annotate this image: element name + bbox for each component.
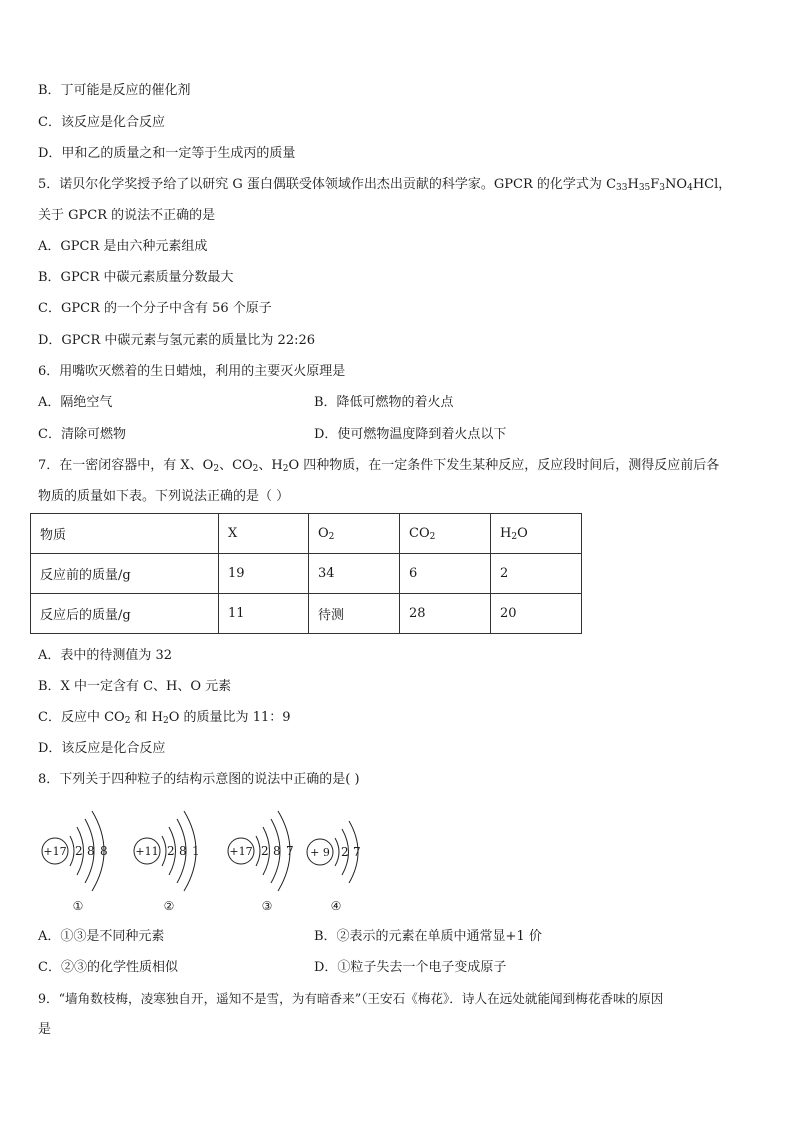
table-header-cell: $O_2$ — [309, 514, 400, 554]
electron-shell-arc — [70, 836, 74, 866]
atomic-structure-diagrams — [30, 800, 370, 920]
particle-label: ② — [163, 899, 175, 913]
electron-count: 7 — [353, 845, 361, 859]
electron-count: 2 — [75, 844, 83, 858]
electron-shell-arc — [335, 838, 339, 866]
table-cell: 20 — [491, 594, 582, 634]
table-cell: 反应后的质量/g — [31, 594, 219, 634]
table-cell: 2 — [491, 554, 582, 594]
table-header-row — [31, 514, 582, 554]
q5-option-c: C．GPCR 的一个分子中含有 56 个原子 — [38, 301, 272, 316]
q4-option-d: D．甲和乙的质量之和一定等于生成丙的质量 — [38, 146, 296, 161]
particle-label: ④ — [330, 899, 342, 913]
nucleus-label: +11 — [135, 845, 159, 858]
q7-option-d: D．该反应是化合反应 — [38, 741, 166, 756]
q8-option-d: D．①粒子失去一个电子变成原子 — [314, 960, 507, 975]
q5-option-d: D．GPCR 中碳元素与氢元素的质量比为 22:26 — [38, 333, 316, 348]
q9-stem-line2: 是 — [38, 1022, 52, 1037]
q6-option-a: A．隔绝空气 — [38, 395, 113, 410]
q7-option-c: C．反应中 $CO_2$ 和 $H_2O$ 的质量比为 11：9 — [38, 710, 291, 726]
electron-count: 1 — [192, 844, 200, 858]
electron-count: 2 — [167, 844, 175, 858]
table-cell: 待测 — [309, 594, 400, 634]
q8-option-c: C．②③的化学性质相似 — [38, 960, 178, 975]
electron-count: 2 — [341, 845, 349, 859]
particle-label: ① — [72, 899, 84, 913]
q7-stem-line1: 7．在一密闭容器中，有 X、$O_2$、$CO_2$、$H_2O$ 四种物质，在一定条件下发生某种反应，反应段时间后，测得反应前后各 — [38, 458, 720, 474]
electron-shell-arc — [256, 836, 260, 866]
table-cell: 6 — [400, 554, 491, 594]
q8-option-a: A．①③是不同种元素 — [38, 929, 165, 944]
electron-count: 8 — [179, 844, 187, 858]
q7-option-a: A．表中的待测值为 32 — [38, 648, 173, 663]
q6-option-c: C．清除可燃物 — [38, 427, 126, 442]
electron-count: 8 — [100, 844, 108, 858]
gpcr-formula: $C_{33}H_{35}F_3NO_4HCl$， — [606, 177, 732, 193]
table-row — [31, 554, 582, 594]
nucleus-label: + 9 — [310, 846, 330, 859]
q8-stem: 8．下列关于四种粒子的结构示意图的说法中正确的是( ) — [38, 772, 360, 787]
q5-stem-line2: 关于 GPCR 的说法不正确的是 — [38, 208, 216, 223]
table-header-cell: $H_2O$ — [491, 514, 582, 554]
table-header-cell: $CO_2$ — [400, 514, 491, 554]
nucleus-label: +17 — [229, 845, 253, 858]
q7-option-b: B．X 中一定含有 C、H、O 元素 — [38, 679, 232, 694]
nucleus-label: +17 — [43, 845, 67, 858]
q5-option-a: A．GPCR 是由六种元素组成 — [38, 239, 208, 254]
q7-stem-line2: 物质的质量如下表。下列说法正确的是（ ） — [38, 489, 290, 504]
q7-mass-table — [30, 513, 582, 634]
q4-option-b: B．丁可能是反应的催化剂 — [38, 83, 191, 98]
q6-stem: 6．用嘴吹灭燃着的生日蜡烛，利用的主要灭火原理是 — [38, 364, 346, 379]
q9-stem-line1: 9．“墙角数枝梅，凌寒独自开，遥知不是雪，为有暗香来”（王安石《梅花》．诗人在远处就能闻到梅花香味的原因 — [38, 991, 664, 1006]
electron-shell-arc — [162, 836, 166, 866]
q5-option-b: B．GPCR 中碳元素质量分数最大 — [38, 270, 234, 285]
table-cell: 11 — [219, 594, 309, 634]
table-header-cell: X — [219, 514, 309, 554]
electron-count: 8 — [273, 844, 281, 858]
q5-stem-line1: 5．诺贝尔化学奖授予给了以研究 G 蛋白偶联受体领域作出杰出贡献的科学家。GPCR 的化学式为 $C_{33}H_{35}F_3NO_4HCl$， — [38, 177, 732, 193]
table-row — [31, 594, 582, 634]
q4-option-c: C．该反应是化合反应 — [38, 115, 165, 130]
electron-count: 7 — [286, 844, 294, 858]
q8-option-b: B．②表示的元素在单质中通常显+1 价 — [314, 929, 542, 944]
table-header-cell: 物质 — [31, 514, 219, 554]
table-cell: 34 — [309, 554, 400, 594]
q6-option-b: B．降低可燃物的着火点 — [314, 395, 454, 410]
table-cell: 反应前的质量/g — [31, 554, 219, 594]
q6-option-d: D．使可燃物温度降到着火点以下 — [314, 427, 507, 442]
electron-count: 2 — [261, 844, 269, 858]
electron-count: 8 — [87, 844, 95, 858]
particle-label: ③ — [261, 899, 273, 913]
table-cell: 28 — [400, 594, 491, 634]
table-cell: 19 — [219, 554, 309, 594]
